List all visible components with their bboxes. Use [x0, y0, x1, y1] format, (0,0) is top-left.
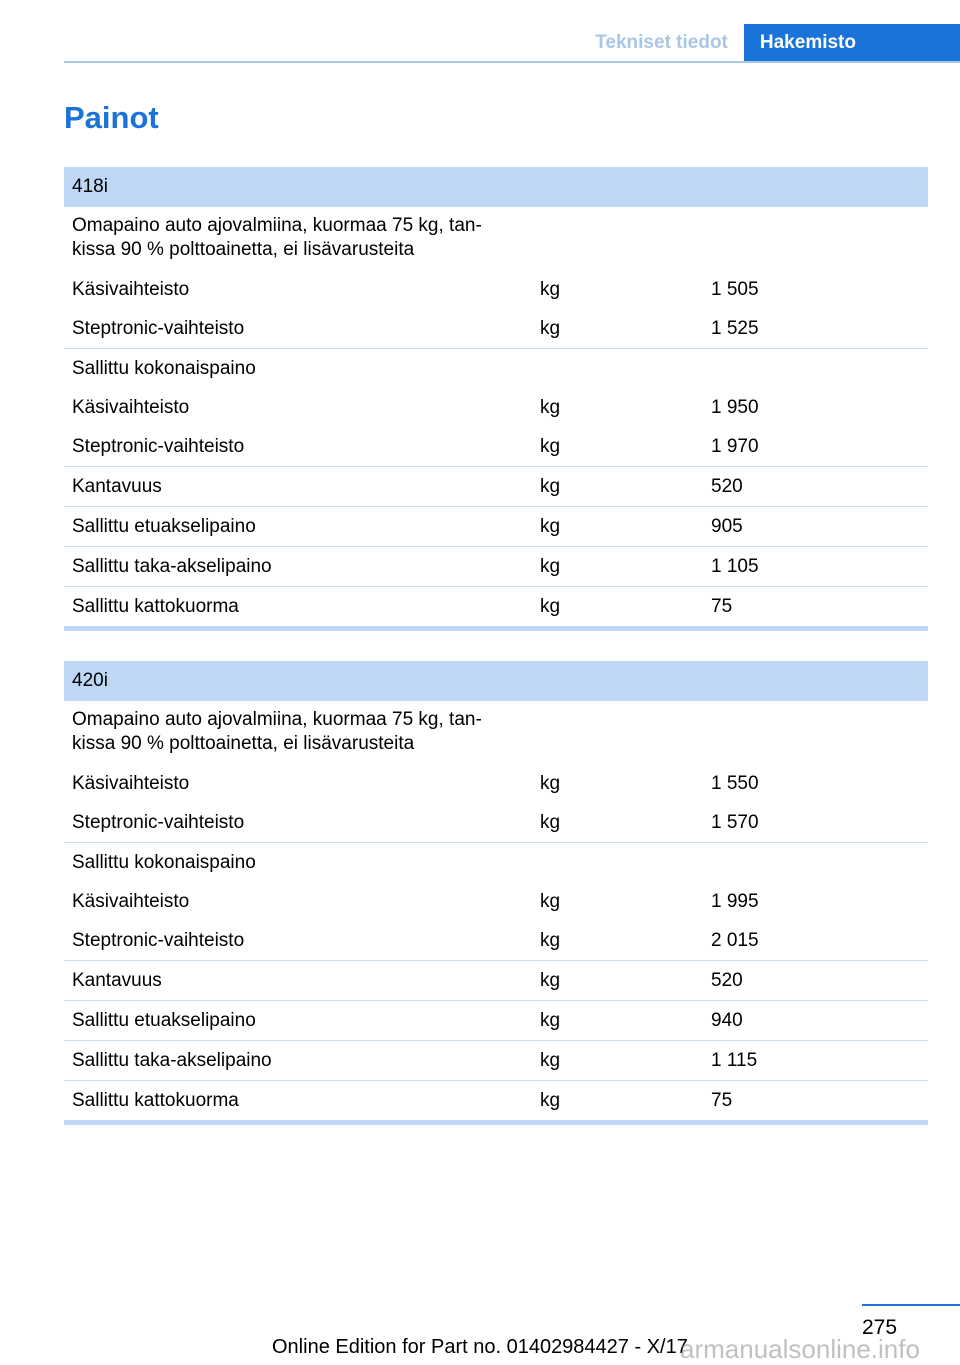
row-value: 1 570 [711, 811, 759, 833]
description-line: kissa 90 % polttoainetta, ei lisävarusteita [72, 733, 415, 754]
row-label: Sallittu kattokuorma [72, 595, 239, 617]
row-value: 75 [711, 1089, 733, 1111]
edition-note: Online Edition for Part no. 01402984427 - X/17 [272, 1336, 688, 1358]
row-value: 1 950 [711, 396, 759, 418]
table-row [64, 388, 928, 427]
table-row [64, 586, 928, 626]
row-unit: kg [540, 475, 561, 497]
row-label: Sallittu etuakselipaino [72, 515, 256, 537]
row-label: Käsivaihteisto [72, 772, 190, 794]
table-row [64, 921, 928, 960]
row-value: 1 115 [711, 1049, 758, 1071]
row-label: Sallittu kokonaispaino [72, 851, 256, 873]
weights-table-418i [64, 167, 928, 631]
table-header-model: 420i [64, 661, 928, 701]
row-value: 520 [711, 475, 743, 497]
table-row [64, 1080, 928, 1120]
table-row [64, 882, 928, 921]
row-label: Steptronic-vaihteisto [72, 435, 245, 457]
row-label: Steptronic-vaihteisto [72, 929, 245, 951]
row-unit: kg [540, 1049, 561, 1071]
table-row [64, 803, 928, 842]
row-value: 1 505 [711, 278, 759, 300]
row-value: 1 970 [711, 435, 759, 457]
row-value: 1 105 [711, 555, 759, 577]
table-row-description [64, 207, 928, 270]
table-row-subtitle [64, 842, 928, 882]
row-label: Käsivaihteisto [72, 278, 190, 300]
table-row [64, 1040, 928, 1080]
row-label: Steptronic-vaihteisto [72, 317, 245, 339]
table-bottom-rule [64, 1120, 928, 1125]
row-value: 1 525 [711, 317, 759, 339]
row-unit: kg [540, 595, 561, 617]
table-row [64, 764, 928, 803]
table-row [64, 960, 928, 1000]
row-unit: kg [540, 890, 561, 912]
row-unit: kg [540, 555, 561, 577]
description-line: Omapaino auto ajovalmiina, kuormaa 75 kg, tan- [72, 215, 482, 236]
row-label: Sallittu kokonaispaino [72, 357, 256, 379]
row-label: Käsivaihteisto [72, 890, 190, 912]
row-unit: kg [540, 317, 561, 339]
table-row [64, 546, 928, 586]
row-label: Käsivaihteisto [72, 396, 190, 418]
tab-tekniset-tiedot[interactable]: Tekniset tiedot [595, 32, 728, 53]
row-unit: kg [540, 515, 561, 537]
row-unit: kg [540, 929, 561, 951]
row-unit: kg [540, 1089, 561, 1111]
row-value: 1 995 [711, 890, 759, 912]
row-label: Sallittu taka-akselipaino [72, 555, 272, 577]
table-row [64, 427, 928, 466]
table-header-model: 418i [64, 167, 928, 207]
row-unit: kg [540, 969, 561, 991]
row-value: 1 550 [711, 772, 759, 794]
row-unit: kg [540, 278, 561, 300]
page-number: 275 [862, 1316, 898, 1339]
description-line: kissa 90 % polttoainetta, ei lisävarusteita [72, 239, 415, 260]
weights-table-420i [64, 661, 928, 1125]
header-divider [64, 61, 960, 63]
table-row [64, 466, 928, 506]
footer-divider [862, 1304, 960, 1306]
row-unit: kg [540, 435, 561, 457]
table-row [64, 506, 928, 546]
row-label: Kantavuus [72, 969, 162, 991]
top-navigation [579, 24, 960, 62]
row-label: Sallittu kattokuorma [72, 1089, 239, 1111]
page-title: Painot [64, 100, 159, 135]
table-row [64, 1000, 928, 1040]
row-unit: kg [540, 1009, 561, 1031]
row-label: Sallittu etuakselipaino [72, 1009, 256, 1031]
row-value: 75 [711, 595, 733, 617]
row-value: 520 [711, 969, 743, 991]
tab-hakemisto[interactable]: Hakemisto [744, 24, 960, 62]
description-line: Omapaino auto ajovalmiina, kuormaa 75 kg, tan- [72, 709, 482, 730]
row-label: Sallittu taka-akselipaino [72, 1049, 272, 1071]
row-value: 2 015 [711, 929, 759, 951]
table-row-description [64, 701, 928, 764]
table-row [64, 309, 928, 348]
row-label: Kantavuus [72, 475, 162, 497]
row-label: Steptronic-vaihteisto [72, 811, 245, 833]
row-unit: kg [540, 396, 561, 418]
table-bottom-rule [64, 626, 928, 631]
watermark: armanualsonline.info [680, 1334, 920, 1364]
table-row [64, 270, 928, 309]
row-value: 905 [711, 515, 743, 537]
row-unit: kg [540, 811, 561, 833]
row-value: 940 [711, 1009, 743, 1031]
table-row-subtitle [64, 348, 928, 388]
row-unit: kg [540, 772, 561, 794]
